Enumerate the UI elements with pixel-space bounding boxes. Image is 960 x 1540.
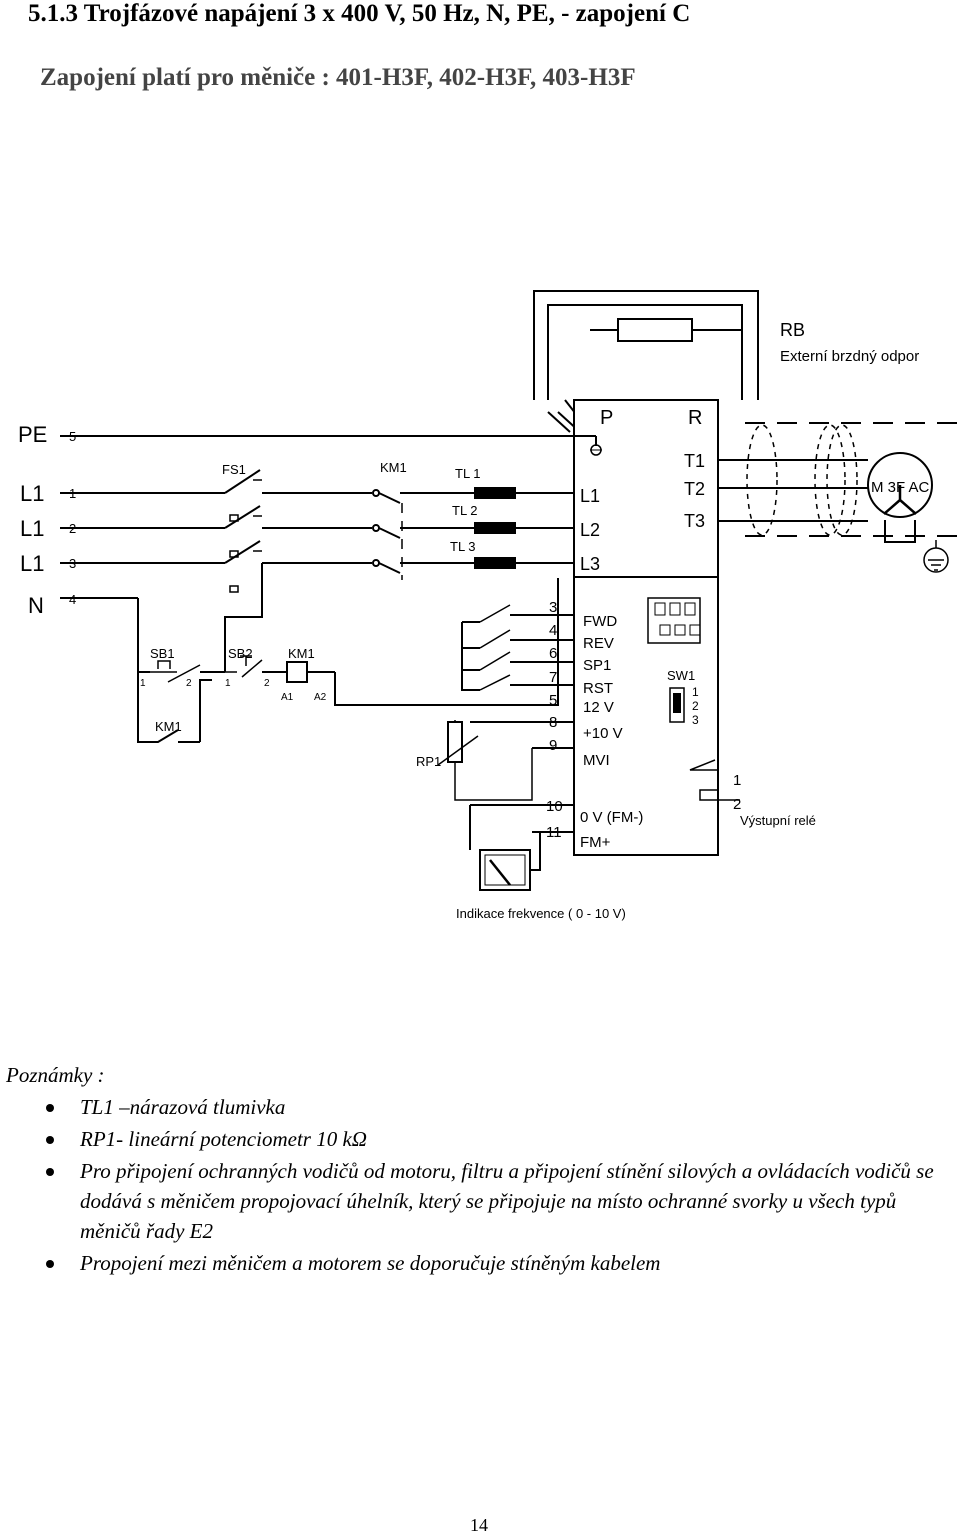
inverter-r-label: R [688, 407, 703, 429]
rail-label-pe: PE [18, 422, 48, 447]
frequency-indication-label: Indikace frekvence ( 0 - 10 V) [456, 906, 626, 921]
km1-top-label: KM1 [380, 460, 407, 475]
note-item: Propojení mezi měničem a motorem se doporučuje stíněným kabelem [6, 1248, 956, 1278]
inverter-l3-label: L3 [580, 554, 601, 574]
terminal-number: 6 [549, 645, 558, 662]
rail-label-l1c: L1 [20, 551, 45, 576]
rail-label-l1b: L1 [20, 516, 45, 541]
inverter-t3-label: T3 [684, 511, 706, 531]
tl2-label: TL 2 [452, 503, 478, 518]
sb2-terminal-2: 2 [264, 678, 270, 689]
relay-terminal-1: 1 [733, 772, 742, 789]
inverter-l2-label: L2 [580, 520, 601, 540]
km1-coil-label: KM1 [288, 646, 315, 661]
note-item: TL1 –nárazová tlumivka [6, 1092, 956, 1122]
sw1-position: 2 [692, 699, 699, 713]
terminal-number: 3 [549, 599, 558, 616]
terminal-number: 10 [546, 798, 563, 815]
terminal-label: RST [583, 680, 613, 697]
sb2-label: SB2 [228, 646, 253, 661]
inverter-p-label: P [600, 407, 614, 429]
note-item: Pro připojení ochranných vodičů od motoru, filtru a připojení stínění silových a ovládacích vodičů se dodává s měničem propojovací úhelník, který se připojuje na místo ochranné svorky u všech typů měničů řady E2 [6, 1156, 956, 1246]
wiring-diagram [0, 280, 960, 940]
terminal-label: 12 V [583, 699, 614, 716]
terminal-number: 7 [549, 669, 558, 686]
rail-number-l1c: 3 [69, 556, 77, 571]
relay-terminal-2: 2 [733, 796, 742, 813]
tl3-label: TL 3 [450, 539, 476, 554]
fs1-label: FS1 [222, 462, 246, 477]
tl1-label: TL 1 [455, 466, 481, 481]
sb1-terminal-2: 2 [186, 678, 192, 689]
notes-list [6, 1092, 956, 1278]
terminal-label: REV [583, 635, 614, 652]
terminal-label: MVI [583, 752, 610, 769]
rail-label-l1a: L1 [20, 481, 45, 506]
sb1-terminal-1: 1 [140, 678, 146, 689]
coil-a2-label: A2 [314, 692, 327, 703]
terminal-number: 9 [549, 737, 558, 754]
sw1-position: 3 [692, 713, 699, 727]
terminal-label: SP1 [583, 657, 612, 674]
page-title: 5.1.3 Trojfázové napájení 3 x 400 V, 50 Hz, N, PE, - zapojení C [28, 0, 691, 27]
km1-hold-label: KM1 [155, 719, 182, 734]
terminal-label: 0 V (FM-) [580, 809, 644, 826]
rb-label: RB [780, 320, 806, 340]
terminal-number: 11 [546, 824, 562, 841]
terminal-label: +10 V [583, 725, 623, 742]
sw1-position: 1 [692, 685, 699, 699]
rail-number-l1a: 1 [69, 486, 77, 501]
sb1-label: SB1 [150, 646, 175, 661]
rail-number-pe: 5 [69, 429, 77, 444]
relay-label: Výstupní relé [740, 813, 816, 828]
rail-number-n: 4 [69, 592, 77, 607]
sw1-label: SW1 [667, 668, 696, 683]
rail-label-n: N [28, 593, 44, 618]
page-number: 14 [470, 1515, 488, 1535]
rp1-label: RP1 [416, 754, 442, 769]
notes [6, 1060, 956, 1280]
sb2-terminal-1: 1 [225, 678, 231, 689]
inverter-t2-label: T2 [684, 479, 706, 499]
terminal-number: 5 [549, 692, 558, 709]
inverter-t1-label: T1 [684, 451, 706, 471]
coil-a1-label: A1 [281, 692, 294, 703]
terminal-label: FWD [583, 613, 618, 630]
note-item: RP1- lineární potenciometr 10 kΩ [6, 1124, 956, 1154]
rail-number-l1b: 2 [69, 521, 77, 536]
terminal-number: 4 [549, 622, 558, 639]
page-subtitle: Zapojení platí pro měniče : 401-H3F, 402-H3F, 403-H3F [40, 64, 636, 91]
inverter-l1-label: L1 [580, 486, 601, 506]
terminal-label: FM+ [580, 834, 611, 851]
terminal-number: 8 [549, 714, 558, 731]
motor-label: M 3F AC [871, 479, 930, 496]
rb-description: Externí brzdný odpor [780, 348, 920, 365]
notes-heading: Poznámky : [6, 1063, 105, 1087]
